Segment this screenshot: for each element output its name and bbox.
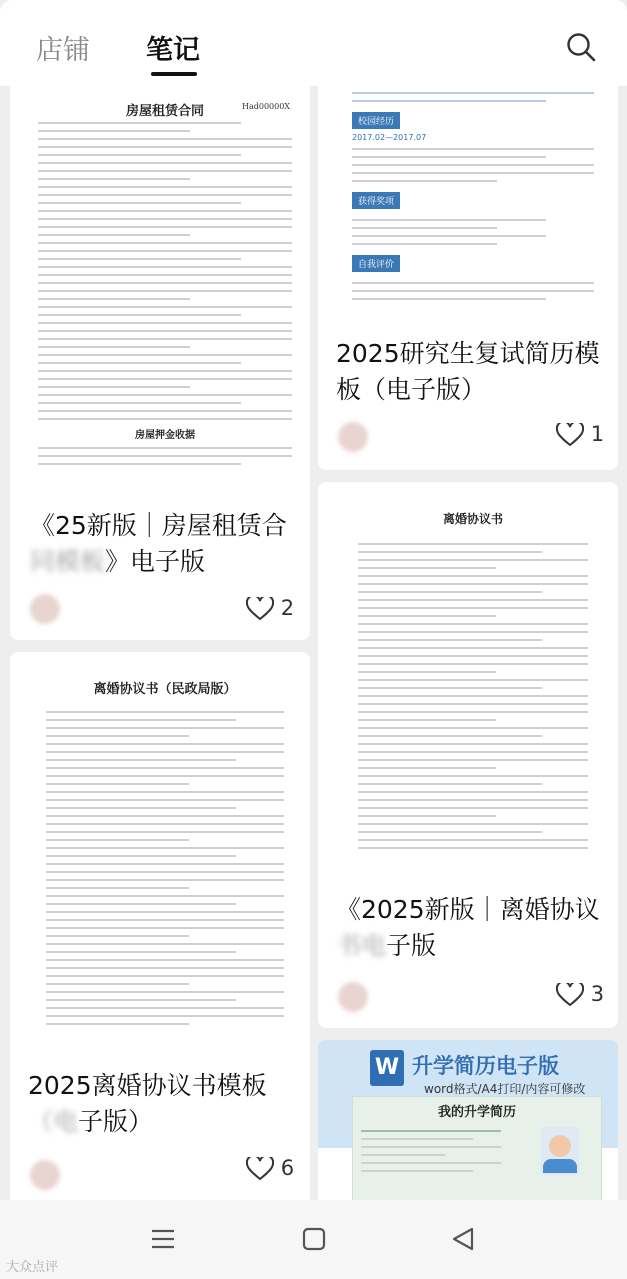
promo-headline: 升学简历电子版	[412, 1054, 559, 1078]
menu-icon[interactable]	[150, 1226, 176, 1252]
word-icon: W	[370, 1050, 404, 1086]
search-icon[interactable]	[566, 32, 596, 62]
tab-store[interactable]: 店铺	[36, 35, 90, 66]
divorce-doc-title: 离婚协议书	[442, 512, 503, 526]
note-card-resume-grad[interactable]	[318, 86, 618, 470]
note-card-rental[interactable]	[10, 86, 310, 640]
resume-section-self: 自我评价	[352, 255, 400, 272]
back-triangle-icon[interactable]	[450, 1226, 476, 1252]
divorce-civil-card-title: 2025离婚协议书模板 （电子版）	[28, 1071, 267, 1136]
promo-resume-page	[352, 1096, 602, 1200]
promo-subline: word格式/A4打印/内容可修改	[424, 1082, 586, 1096]
avatar[interactable]	[338, 982, 368, 1012]
avatar	[541, 1127, 579, 1175]
like-button[interactable]	[246, 596, 294, 621]
note-card-divorce-civil[interactable]	[10, 652, 310, 1200]
divorce-civil-doc-thumbnail	[32, 672, 298, 1042]
note-card-resume-promo[interactable]	[318, 1040, 618, 1200]
like-button[interactable]	[556, 982, 604, 1007]
home-square-icon[interactable]	[302, 1226, 326, 1252]
top-bar	[0, 0, 627, 86]
rental-doc-subtitle: 房屋押金收据	[135, 430, 195, 441]
divorce-civil-doc-title: 离婚协议书（民政局版）	[93, 682, 237, 697]
avatar[interactable]	[30, 1160, 60, 1190]
heart-icon	[246, 597, 274, 621]
tab-notes-underline	[151, 72, 197, 76]
resume-grad-card-title: 2025研究生复试简历模 板（电子版）	[336, 339, 600, 404]
tab-notes[interactable]: 笔记	[146, 35, 200, 66]
resume-section-awards: 获得奖项	[352, 192, 400, 209]
like-count: 1	[590, 422, 605, 446]
divorce-card-title: 《2025新版｜离婚协议 书电子版	[336, 895, 600, 960]
avatar[interactable]	[30, 594, 60, 624]
rental-card-title: 《25新版｜房屋租赁合 同模板》电子版	[30, 511, 287, 576]
like-count: 2	[280, 596, 295, 620]
resume-date-range: 2017.02—2017.07	[352, 133, 427, 142]
note-card-divorce[interactable]	[318, 482, 618, 1028]
system-nav-bar	[0, 1200, 627, 1279]
rental-doc-thumbnail	[32, 96, 298, 484]
heart-icon	[556, 983, 584, 1007]
avatar[interactable]	[338, 422, 368, 452]
rental-doc-code: Had00000X	[241, 102, 290, 111]
resume-section-campus: 校园经历	[352, 112, 400, 129]
watermark: 大众点评	[6, 1260, 59, 1275]
promo-resume-heading: 我的升学简历	[437, 1105, 516, 1120]
like-button[interactable]	[246, 1156, 294, 1181]
like-button[interactable]	[556, 422, 604, 447]
resume-doc-thumbnail	[348, 86, 598, 316]
heart-icon	[556, 423, 584, 447]
heart-icon	[246, 1157, 274, 1181]
like-count: 3	[590, 982, 605, 1006]
like-count: 6	[280, 1156, 295, 1180]
rental-doc-title: 房屋租赁合同	[125, 104, 204, 119]
divorce-doc-thumbnail	[348, 504, 598, 870]
